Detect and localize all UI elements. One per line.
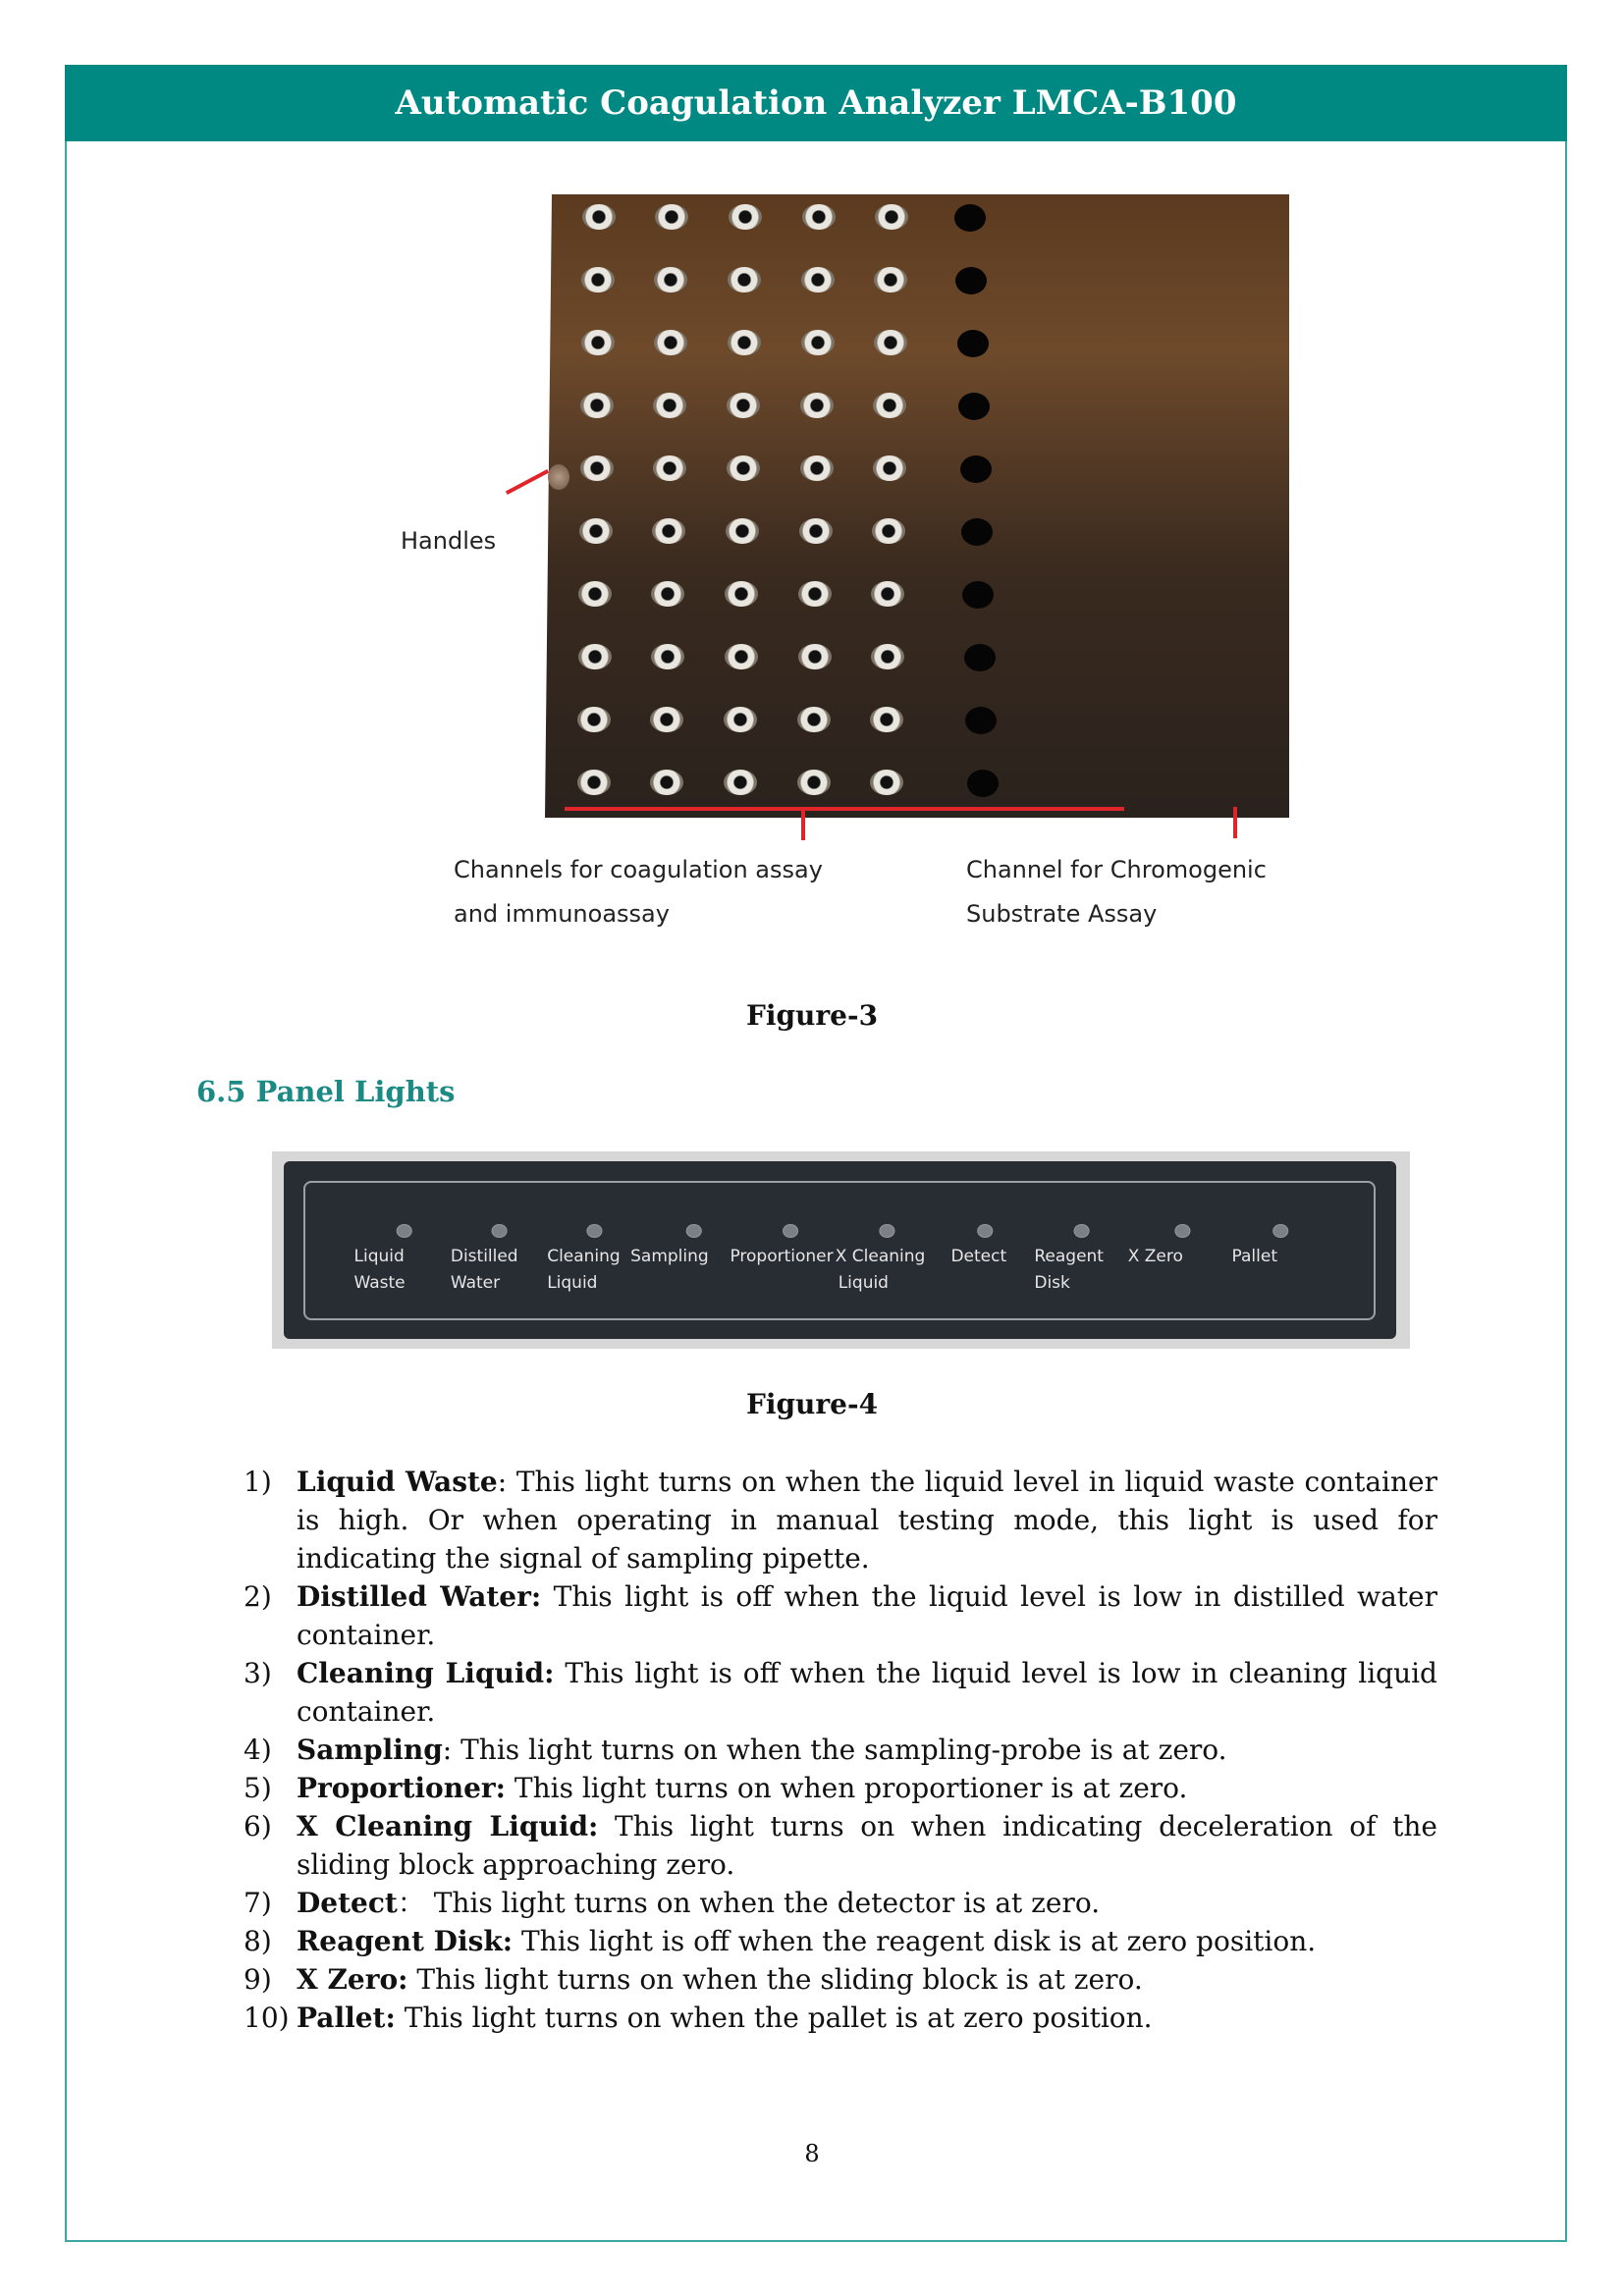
list-item-number: 10) (244, 2002, 290, 2034)
coagulation-well (802, 204, 836, 230)
chromogenic-hole (967, 770, 999, 797)
list-item (244, 1807, 1437, 1884)
coagulation-well (801, 330, 835, 355)
coagulation-well (580, 455, 614, 481)
coagulation-well (653, 393, 686, 418)
coagulation-well (800, 455, 834, 481)
indicator-led (977, 1224, 993, 1238)
coagulation-well (875, 204, 908, 230)
figure-3-photo (393, 191, 1296, 937)
list-item-text: This light turns on when the pallet is at zero position. (395, 2002, 1153, 2034)
coagulation-well (654, 267, 687, 293)
coagulation-well (872, 518, 905, 544)
coagulation-well (728, 330, 761, 355)
led-label: Distilled (450, 1247, 518, 1266)
led-label-line2: Waste (353, 1273, 406, 1293)
coagulation-well (651, 581, 684, 607)
coagulation-well (581, 267, 615, 293)
indicator-led (492, 1224, 508, 1238)
list-item (244, 1960, 1437, 1999)
chromogenic-hole (962, 581, 994, 609)
coagulation-well (729, 204, 762, 230)
coagulation-well (800, 393, 834, 418)
indicator-led (783, 1224, 798, 1238)
section-heading: 6.5 Panel Lights (196, 1075, 456, 1108)
list-item (244, 1731, 1437, 1769)
coag-channels-label-line1: Channels for coagulation assay (454, 856, 823, 883)
led-label: Proportioner (730, 1247, 834, 1266)
coagulation-well (874, 330, 907, 355)
list-item-number: 5) (244, 1772, 272, 1804)
list-item-term: Liquid Waste (297, 1466, 498, 1498)
list-item-number: 1) (244, 1466, 272, 1498)
list-item-text: : This light turns on when the liquid level in liquid waste container is high. Or when operating in manual testing mode, this light is used for indicating the signal of sampling pipette. (297, 1466, 1438, 1575)
page-number: 8 (804, 2140, 820, 2167)
chromogenic-hole (961, 518, 993, 546)
coagulation-well (581, 330, 615, 355)
list-item-term: Pallet: (297, 2002, 396, 2034)
coagulation-well (579, 518, 613, 544)
led-label: Cleaning (547, 1247, 621, 1266)
led-label-line2: Water (450, 1273, 501, 1293)
led-label-line2: Liquid (547, 1273, 598, 1293)
list-item-number: 3) (244, 1657, 272, 1689)
coagulation-well (655, 204, 688, 230)
list-item (244, 1463, 1437, 1577)
coagulation-well (726, 518, 759, 544)
coagulation-well (727, 455, 760, 481)
coag-channels-bracket (565, 807, 1124, 811)
indicator-led (686, 1224, 702, 1238)
list-item (244, 1922, 1437, 1960)
led-label-line2: Liquid (838, 1273, 889, 1293)
coag-channels-label-line2: and immunoassay (454, 900, 670, 928)
coagulation-well (728, 267, 761, 293)
list-item-term: Sampling (297, 1734, 443, 1766)
coagulation-well (650, 707, 683, 732)
led-label-line2: Disk (1034, 1273, 1070, 1293)
led-label: Liquid (353, 1247, 405, 1266)
list-item (244, 1577, 1437, 1654)
coagulation-well (724, 770, 757, 795)
chromogenic-hole (965, 707, 997, 734)
list-item (244, 1999, 1437, 2037)
list-item-text: : This light turns on when the sampling-probe is at zero. (442, 1734, 1227, 1766)
coagulation-well (724, 707, 757, 732)
figure-4-panel-photo (272, 1151, 1410, 1349)
figure-4-caption: Figure-4 (745, 1388, 879, 1420)
chromogenic-channel-pointer (1233, 807, 1237, 838)
coagulation-well (870, 707, 903, 732)
list-item-number: 4) (244, 1734, 272, 1766)
coagulation-well (651, 644, 684, 669)
list-item-term: Distilled Water: (297, 1580, 542, 1613)
coagulation-well (577, 707, 611, 732)
coagulation-well (871, 644, 904, 669)
chromogenic-label-line2: Substrate Assay (966, 900, 1158, 928)
handles-label: Handles (401, 527, 497, 555)
list-item-term: X Zero: (297, 1963, 408, 1996)
chromogenic-hole (964, 644, 996, 671)
list-item (244, 1654, 1437, 1731)
list-item-number: 9) (244, 1963, 272, 1996)
list-item-term: Cleaning Liquid: (297, 1657, 555, 1689)
led-label: X Zero (1127, 1247, 1183, 1266)
led-label: Detect (950, 1247, 1007, 1266)
list-item-text: This light turns on when the sliding block is at zero. (407, 1963, 1143, 1996)
handles-pointer (506, 469, 549, 495)
list-item-term: Detect (297, 1887, 398, 1919)
coagulation-well (578, 581, 612, 607)
indicator-led (586, 1224, 602, 1238)
list-item-number: 8) (244, 1925, 272, 1957)
led-label: Reagent (1034, 1247, 1104, 1266)
list-item-text: This light is off when the liquid level is low in cleaning liquid container. (297, 1657, 1437, 1728)
coagulation-well (725, 644, 758, 669)
list-item-number: 7) (244, 1887, 272, 1919)
indicator-led (1272, 1224, 1288, 1238)
list-item-term: X Cleaning Liquid: (297, 1810, 599, 1842)
led-label: X Cleaning (835, 1247, 926, 1266)
list-item-term: Proportioner: (297, 1772, 506, 1804)
header-title: Automatic Coagulation Analyzer LMCA-B100 (395, 83, 1237, 123)
list-item-text: This light turns on when proportioner is at zero. (506, 1772, 1188, 1804)
chromogenic-label-line1: Channel for Chromogenic (966, 856, 1267, 883)
coagulation-well (577, 770, 611, 795)
coagulation-well (582, 204, 616, 230)
coagulation-well (578, 644, 612, 669)
indicator-led (1174, 1224, 1190, 1238)
coagulation-well (873, 393, 906, 418)
coagulation-well (871, 581, 904, 607)
list-item (244, 1884, 1437, 1922)
list-item-number: 6) (244, 1810, 272, 1842)
panel-lights-list (244, 1463, 1437, 2037)
figure-3-caption: Figure-3 (745, 999, 879, 1032)
coagulation-well (798, 644, 832, 669)
indicator-led (1074, 1224, 1090, 1238)
chromogenic-hole (960, 455, 992, 483)
panel-face (284, 1161, 1396, 1339)
coagulation-well (725, 581, 758, 607)
coagulation-well (797, 770, 831, 795)
coagulation-well (650, 770, 683, 795)
coagulation-well (874, 267, 907, 293)
list-item-term: Reagent Disk: (297, 1925, 514, 1957)
coagulation-well (797, 707, 831, 732)
list-item-text: ： This light turns on when the detector is at zero. (397, 1887, 1101, 1919)
list-item-text: This light is off when the reagent disk is at zero position. (513, 1925, 1317, 1957)
chromogenic-hole (954, 204, 986, 232)
list-item-text: This light is off when the liquid level is low in distilled water container. (297, 1580, 1438, 1651)
led-label: Pallet (1231, 1247, 1277, 1266)
coagulation-well (727, 393, 760, 418)
led-label: Sampling (630, 1247, 709, 1266)
chromogenic-hole (955, 267, 987, 294)
coagulation-well (580, 393, 614, 418)
list-item-text: This light turns on when indicating deceleration of the sliding block approaching zero. (297, 1810, 1437, 1881)
chromogenic-hole (957, 330, 989, 357)
page-header (65, 65, 1567, 141)
list-item (244, 1769, 1437, 1807)
coagulation-well (801, 267, 835, 293)
coagulation-well (654, 330, 687, 355)
coagulation-well (873, 455, 906, 481)
coagulation-well (799, 518, 833, 544)
indicator-led (879, 1224, 894, 1238)
list-item-number: 2) (244, 1580, 272, 1613)
coagulation-well (652, 518, 685, 544)
coagulation-well (798, 581, 832, 607)
handle-knob (548, 464, 569, 490)
coag-channels-pointer (801, 807, 805, 840)
indicator-led (397, 1224, 412, 1238)
coagulation-well (870, 770, 903, 795)
chromogenic-hole (958, 393, 990, 420)
coagulation-well (653, 455, 686, 481)
sample-plate (545, 194, 1289, 818)
